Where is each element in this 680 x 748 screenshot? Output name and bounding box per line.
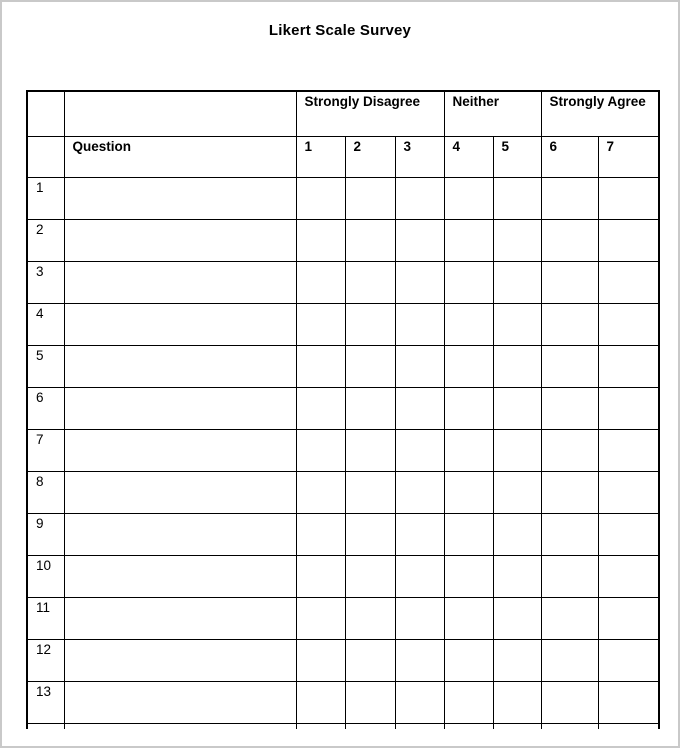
rating-cell-4[interactable]: [444, 639, 493, 681]
rating-cell-4[interactable]: [444, 471, 493, 513]
rating-cell-6[interactable]: [541, 555, 598, 597]
rating-cell-1[interactable]: [296, 345, 345, 387]
rating-cell-3[interactable]: [395, 387, 444, 429]
rating-cell-1[interactable]: [296, 177, 345, 219]
rating-cell-2[interactable]: [345, 345, 395, 387]
table-row: [27, 597, 659, 639]
question-cell[interactable]: [64, 471, 296, 513]
rating-cell-3[interactable]: [395, 513, 444, 555]
rating-cell-6[interactable]: [541, 681, 598, 723]
rating-cell-3[interactable]: [395, 639, 444, 681]
table-row: [27, 219, 659, 261]
rating-cell-7[interactable]: [598, 429, 659, 471]
row-number-cell: 8: [27, 471, 64, 513]
rating-cell-3[interactable]: [395, 261, 444, 303]
question-cell[interactable]: [64, 513, 296, 555]
question-cell[interactable]: [64, 597, 296, 639]
rating-cell-2[interactable]: [345, 723, 395, 729]
rating-cell-3[interactable]: [395, 429, 444, 471]
rating-cell-5[interactable]: [493, 345, 541, 387]
rating-cell-5[interactable]: [493, 723, 541, 729]
rating-cell-2[interactable]: [345, 429, 395, 471]
group-header-strongly-disagree: Strongly Disagree: [296, 91, 444, 136]
table-row: [27, 177, 659, 219]
rating-cell-5[interactable]: [493, 177, 541, 219]
rating-cell-6[interactable]: [541, 387, 598, 429]
rating-cell-2[interactable]: [345, 387, 395, 429]
row-number-cell: 12: [27, 639, 64, 681]
table-row: [27, 555, 659, 597]
rating-cell-4[interactable]: [444, 429, 493, 471]
row-number-cell: 5: [27, 345, 64, 387]
rating-cell-5[interactable]: [493, 597, 541, 639]
rating-cell-3[interactable]: [395, 345, 444, 387]
rating-cell-3[interactable]: [395, 597, 444, 639]
rating-cell-4[interactable]: [444, 261, 493, 303]
table-row: [27, 513, 659, 555]
rating-cell-4[interactable]: [444, 723, 493, 729]
row-number-cell: 13: [27, 681, 64, 723]
rating-cell-2[interactable]: [345, 681, 395, 723]
question-cell[interactable]: [64, 723, 296, 729]
question-cell[interactable]: [64, 639, 296, 681]
rating-cell-7[interactable]: [598, 387, 659, 429]
table-row: [27, 387, 659, 429]
corner-cell: [27, 91, 64, 136]
question-cell[interactable]: [64, 345, 296, 387]
rating-cell-3[interactable]: [395, 219, 444, 261]
rating-cell-3[interactable]: [395, 471, 444, 513]
row-number-cell: 9: [27, 513, 64, 555]
rating-cell-2[interactable]: [345, 303, 395, 345]
row-number-column-header: [27, 136, 64, 177]
scale-column-header-2: 2: [345, 136, 395, 177]
table-row: [27, 345, 659, 387]
group-header-strongly-agree: Strongly Agree: [541, 91, 659, 136]
table-row: [27, 429, 659, 471]
rating-cell-2[interactable]: [345, 555, 395, 597]
rating-cell-3[interactable]: [395, 555, 444, 597]
rating-cell-1[interactable]: [296, 681, 345, 723]
rating-cell-4[interactable]: [444, 177, 493, 219]
rating-cell-7[interactable]: [598, 471, 659, 513]
group-header-row: [27, 91, 659, 136]
rating-cell-6[interactable]: [541, 429, 598, 471]
row-number-cell: [27, 723, 64, 729]
rating-cell-1[interactable]: [296, 555, 345, 597]
rating-cell-4[interactable]: [444, 219, 493, 261]
rating-cell-1[interactable]: [296, 261, 345, 303]
rating-cell-1[interactable]: [296, 387, 345, 429]
row-number-cell: 7: [27, 429, 64, 471]
table-row: [27, 471, 659, 513]
rating-cell-7[interactable]: [598, 177, 659, 219]
rating-cell-5[interactable]: [493, 219, 541, 261]
survey-table-body: [27, 177, 659, 729]
column-header-row: [27, 136, 659, 177]
rating-cell-5[interactable]: [493, 639, 541, 681]
rating-cell-7[interactable]: [598, 639, 659, 681]
rating-cell-2[interactable]: [345, 639, 395, 681]
rating-cell-7[interactable]: [598, 261, 659, 303]
rating-cell-7[interactable]: [598, 597, 659, 639]
question-cell[interactable]: [64, 177, 296, 219]
rating-cell-2[interactable]: [345, 261, 395, 303]
table-row: [27, 681, 659, 723]
rating-cell-6[interactable]: [541, 723, 598, 729]
rating-cell-5[interactable]: [493, 303, 541, 345]
rating-cell-2[interactable]: [345, 471, 395, 513]
table-row: [27, 639, 659, 681]
rating-cell-2[interactable]: [345, 513, 395, 555]
rating-cell-4[interactable]: [444, 345, 493, 387]
rating-cell-2[interactable]: [345, 597, 395, 639]
rating-cell-7[interactable]: [598, 723, 659, 729]
question-cell[interactable]: [64, 681, 296, 723]
rating-cell-1[interactable]: [296, 513, 345, 555]
row-number-cell: 2: [27, 219, 64, 261]
rating-cell-5[interactable]: [493, 429, 541, 471]
question-group-cell: [64, 91, 296, 136]
rating-cell-2[interactable]: [345, 219, 395, 261]
scale-column-header-1: 1: [296, 136, 345, 177]
rating-cell-1[interactable]: [296, 597, 345, 639]
rating-cell-4[interactable]: [444, 681, 493, 723]
row-number-cell: 1: [27, 177, 64, 219]
rating-cell-5[interactable]: [493, 471, 541, 513]
rating-cell-5[interactable]: [493, 261, 541, 303]
question-cell[interactable]: [64, 429, 296, 471]
rating-cell-7[interactable]: [598, 513, 659, 555]
rating-cell-1[interactable]: [296, 723, 345, 729]
rating-cell-6[interactable]: [541, 471, 598, 513]
rating-cell-3[interactable]: [395, 177, 444, 219]
row-number-cell: 10: [27, 555, 64, 597]
scale-column-header-7: 7: [598, 136, 659, 177]
group-header-neither: Neither: [444, 91, 541, 136]
row-number-cell: 11: [27, 597, 64, 639]
rating-cell-7[interactable]: [598, 345, 659, 387]
rating-cell-5[interactable]: [493, 555, 541, 597]
rating-cell-4[interactable]: [444, 555, 493, 597]
rating-cell-4[interactable]: [444, 303, 493, 345]
rating-cell-1[interactable]: [296, 303, 345, 345]
scale-column-header-3: 3: [395, 136, 444, 177]
page-title: Likert Scale Survey: [268, 22, 412, 39]
rating-cell-6[interactable]: [541, 639, 598, 681]
rating-cell-4[interactable]: [444, 387, 493, 429]
survey-table-container: [26, 90, 662, 729]
scale-column-header-6: 6: [541, 136, 598, 177]
rating-cell-5[interactable]: [493, 387, 541, 429]
rating-cell-1[interactable]: [296, 219, 345, 261]
rating-cell-4[interactable]: [444, 513, 493, 555]
rating-cell-6[interactable]: [541, 261, 598, 303]
scale-column-header-5: 5: [493, 136, 541, 177]
rating-cell-6[interactable]: [541, 219, 598, 261]
rating-cell-7[interactable]: [598, 555, 659, 597]
rating-cell-1[interactable]: [296, 639, 345, 681]
rating-cell-7[interactable]: [598, 219, 659, 261]
question-cell[interactable]: [64, 303, 296, 345]
row-number-cell: 6: [27, 387, 64, 429]
rating-cell-3[interactable]: [395, 681, 444, 723]
rating-cell-6[interactable]: [541, 303, 598, 345]
rating-cell-5[interactable]: [493, 513, 541, 555]
question-column-header: Question: [64, 136, 296, 177]
row-number-cell: 3: [27, 261, 64, 303]
table-row: [27, 723, 659, 729]
rating-cell-7[interactable]: [598, 681, 659, 723]
question-cell[interactable]: [64, 555, 296, 597]
rating-cell-6[interactable]: [541, 345, 598, 387]
rating-cell-1[interactable]: [296, 429, 345, 471]
rating-cell-2[interactable]: [345, 177, 395, 219]
question-cell[interactable]: [64, 387, 296, 429]
table-row: [27, 261, 659, 303]
question-cell[interactable]: [64, 219, 296, 261]
survey-table: [26, 90, 660, 729]
rating-cell-1[interactable]: [296, 471, 345, 513]
rating-cell-3[interactable]: [395, 303, 444, 345]
rating-cell-4[interactable]: [444, 597, 493, 639]
question-cell[interactable]: [64, 261, 296, 303]
row-number-cell: 4: [27, 303, 64, 345]
rating-cell-7[interactable]: [598, 303, 659, 345]
rating-cell-6[interactable]: [541, 597, 598, 639]
rating-cell-6[interactable]: [541, 513, 598, 555]
rating-cell-5[interactable]: [493, 681, 541, 723]
rating-cell-3[interactable]: [395, 723, 444, 729]
rating-cell-6[interactable]: [541, 177, 598, 219]
table-row: [27, 303, 659, 345]
scale-column-header-4: 4: [444, 136, 493, 177]
